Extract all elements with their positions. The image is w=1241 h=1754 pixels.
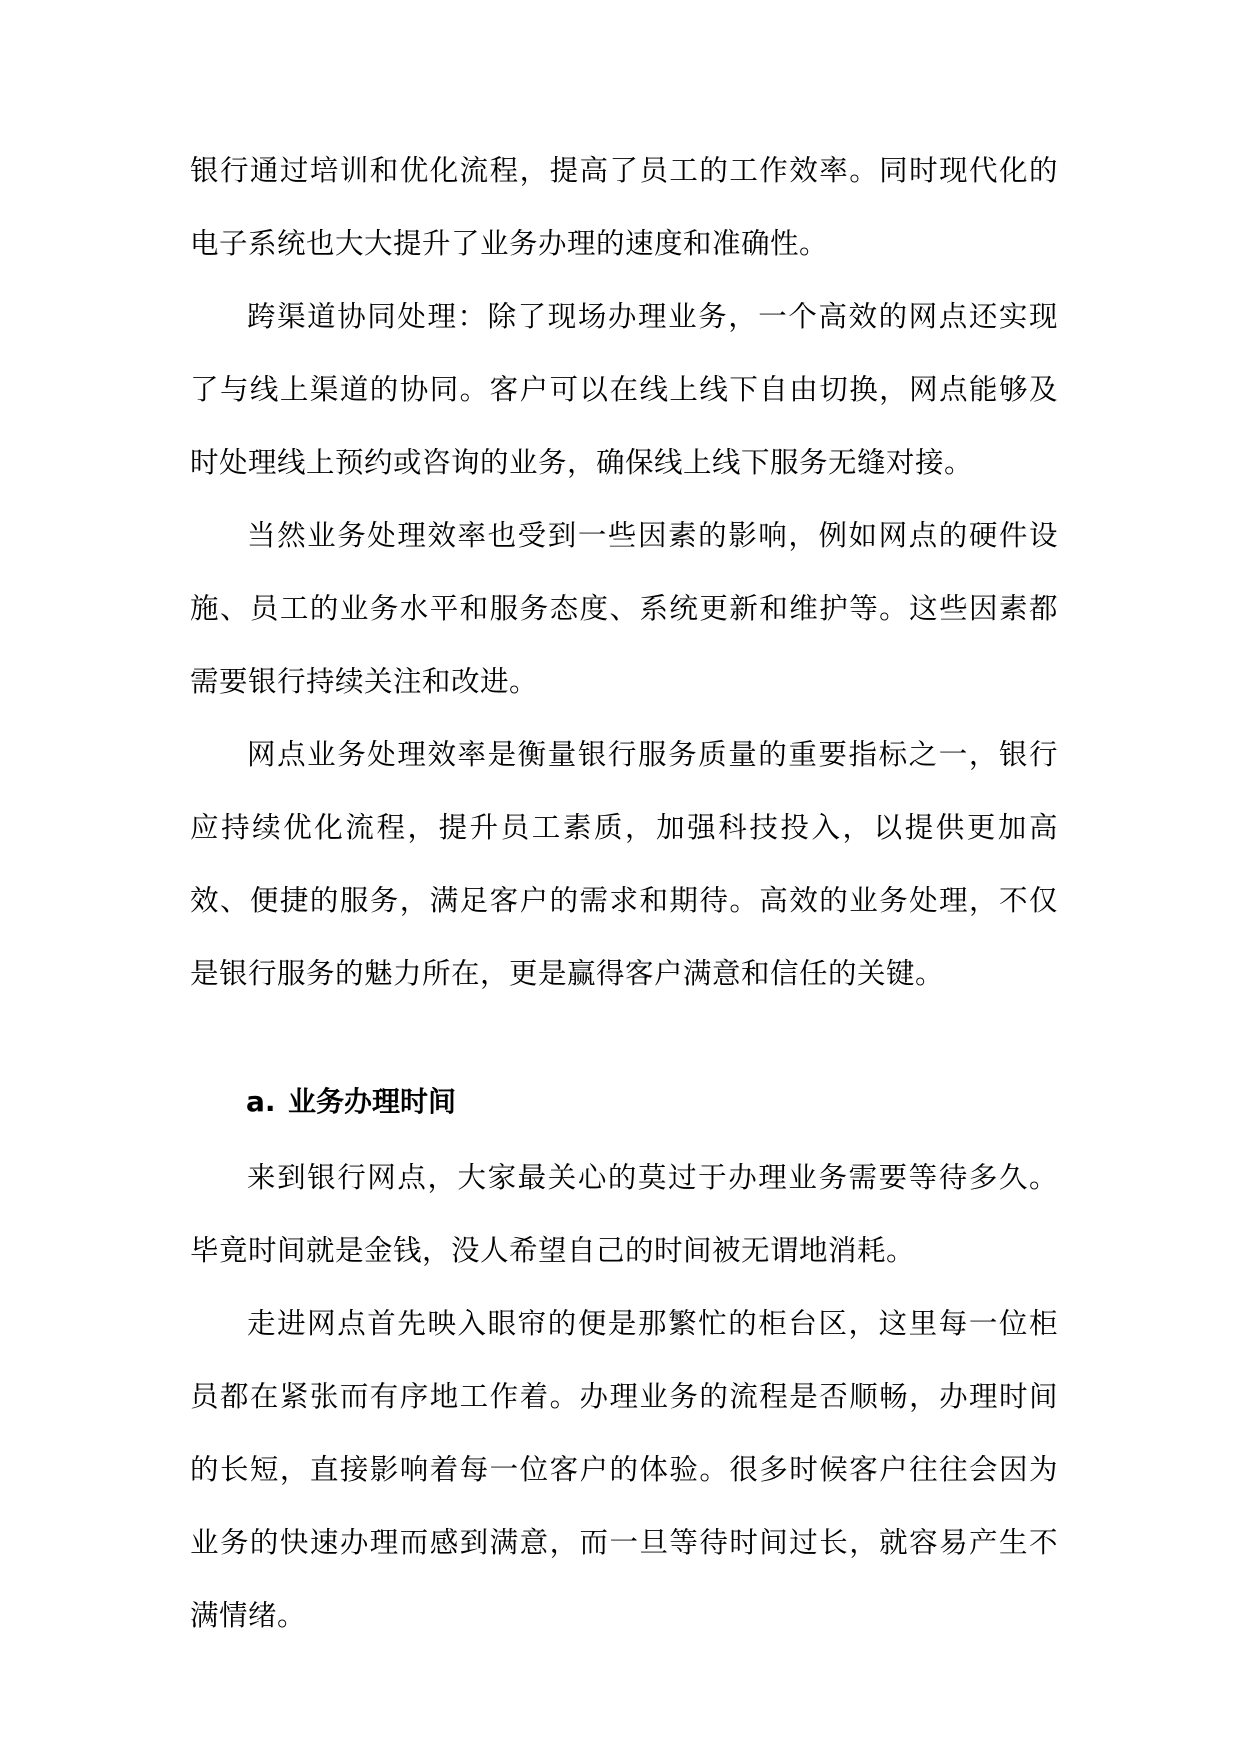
paragraph-counter-area: 走进网点首先映入眼帘的便是那繁忙的柜台区，这里每一位柜员都在紧张而有序地工作着。办理业务的流程是否顺畅，办理时间的长短，直接影响着每一位客户的体验。很多时候客户往往会因为业务的快速办理而感到满意，而一旦等待时间过长，就容易产生不满情绪。 xyxy=(190,1307,1058,1632)
heading-title: 业务办理时间 xyxy=(288,1085,457,1118)
paragraph-waiting: 来到银行网点，大家最关心的莫过于办理业务需要等待多久。毕竟时间就是金钱，没人希望自己的时间被无谓地消耗。 xyxy=(190,1161,1058,1267)
body-text-section-1 xyxy=(190,134,1058,1010)
body-text-section-2 xyxy=(190,1141,1058,1652)
section-heading xyxy=(246,1082,456,1122)
paragraph-cross-channel: 跨渠道协同处理：除了现场办理业务，一个高效的网点还实现了与线上渠道的协同。客户可以在线上线下自由切换，网点能够及时处理线上预约或咨询的业务，确保线上线下服务无缝对接。 xyxy=(190,300,1058,479)
heading-marker: a. xyxy=(246,1085,276,1118)
paragraph-continued: 银行通过培训和优化流程，提高了员工的工作效率。同时现代化的电子系统也大大提升了业务办理的速度和准确性。 xyxy=(190,154,1058,260)
paragraph-factors: 当然业务处理效率也受到一些因素的影响，例如网点的硬件设施、员工的业务水平和服务态度、系统更新和维护等。这些因素都需要银行持续关注和改进。 xyxy=(190,519,1058,698)
paragraph-conclusion: 网点业务处理效率是衡量银行服务质量的重要指标之一，银行应持续优化流程，提升员工素质，加强科技投入，以提供更加高效、便捷的服务，满足客户的需求和期待。高效的业务处理，不仅是银行服务的魅力所在，更是赢得客户满意和信任的关键。 xyxy=(190,738,1058,990)
